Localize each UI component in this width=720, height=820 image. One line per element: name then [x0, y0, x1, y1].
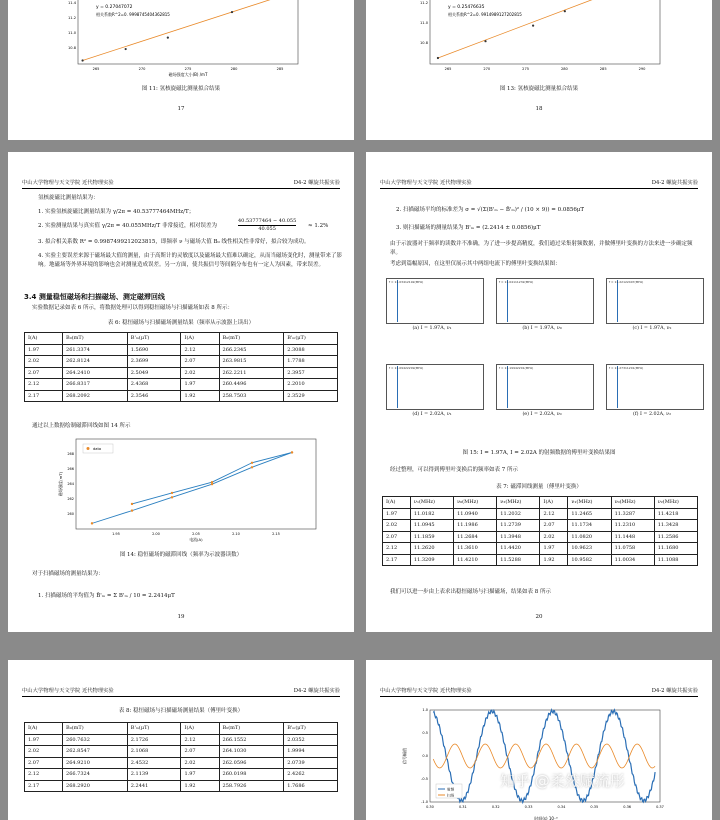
column-header: B₀(mT): [219, 723, 284, 735]
x-axis-label: 磁场强度大小(B) /mT: [168, 72, 208, 77]
page-17: [8, 0, 354, 140]
data-point: [564, 10, 566, 12]
x-tick-label: 265: [444, 67, 452, 71]
legend-line2: 相关系数R^2=0. 9914989127202815: [448, 12, 522, 17]
x-tick-label: 275: [184, 67, 192, 71]
y-tick-label: 11.0: [419, 21, 428, 25]
table-cell: 2.0739: [284, 757, 338, 769]
y-tick-label: -0.5: [421, 777, 428, 781]
x-tick-label: 0.36: [623, 805, 632, 809]
data-point: [131, 503, 133, 505]
table-cell: 2.3529: [284, 390, 338, 402]
legend-sweep: 扫场: [447, 793, 455, 798]
column-header: B'ₘ(μT): [127, 333, 181, 345]
hysteresis-line: [132, 452, 292, 504]
page-number: 19: [177, 614, 185, 620]
table-cell: 10.9582: [568, 554, 611, 566]
table-cell: 264.2410: [63, 367, 128, 379]
x-tick-label: 290: [638, 67, 646, 71]
paragraph-3: 经过整理，可以得到傅里叶变换后的频率如表 7 所示: [390, 467, 518, 473]
table-cell: 266.1552: [219, 734, 284, 746]
x-tick-label: 265: [92, 67, 100, 71]
header-right: D4-2 螺旋共振实验: [293, 180, 340, 186]
column-header: B'ₘ(μT): [284, 723, 338, 735]
table-cell: 1.92: [540, 554, 568, 566]
table-cell: 2.3088: [284, 344, 338, 356]
data-point: [91, 522, 93, 524]
table-cell: 11.1734: [568, 520, 611, 532]
legend-line1: y = 0.25476635: [448, 5, 485, 10]
result-intro: 氢核旋磁比测量结果为：: [38, 195, 99, 201]
data-point: [231, 11, 233, 13]
table-cell: 2.07: [181, 356, 219, 368]
table-cell: 268.2092: [63, 390, 128, 402]
table-cell: 2.3957: [284, 367, 338, 379]
table-row: [383, 520, 698, 532]
table-cell: 11.2739: [497, 520, 540, 532]
table-cell: 2.12: [181, 734, 219, 746]
y-tick-label: 10.8: [67, 46, 76, 50]
x-tick-label: 2.05: [192, 532, 200, 536]
header-right: D4-2 螺旋共振实验: [293, 688, 340, 694]
table-7: [382, 496, 698, 566]
table-row: [383, 543, 698, 555]
table-cell: 266.2345: [219, 344, 284, 356]
spectrum-peak: [617, 366, 618, 408]
spectrum-plot: [380, 276, 484, 332]
table-cell: 1.97: [181, 379, 219, 391]
table-cell: 1.5690: [127, 344, 181, 356]
table-cell: 261.3374: [63, 344, 128, 356]
spectrum-caption: (b) I = 1.97A, ν₀: [522, 326, 562, 331]
x-tick-label: 0.30: [426, 805, 434, 809]
x-tick-label: 0.31: [458, 805, 467, 809]
table-row: [25, 757, 338, 769]
table-cell: 1.7788: [284, 356, 338, 368]
table-cell: 11.1680: [654, 543, 697, 555]
fraction-denominator: 40.055: [258, 226, 276, 232]
column-header: I(A): [25, 333, 63, 345]
table-cell: 264.1030: [219, 746, 284, 758]
result-item-2: 2. 实验测量结果与真实值 γ/2π = 40.055MHz/T 非常接近，相对误差为: [38, 223, 217, 229]
table-cell: 11.2620: [410, 543, 453, 555]
sweep-signal-line: [433, 744, 655, 768]
paragraph-2: 考虑到篇幅原因，在这里仅展示其中两组电流下的傅里叶变换结果图：: [390, 261, 561, 267]
table-row: [25, 379, 338, 391]
x-axis-label: 时间(s) 10⁻³: [534, 816, 558, 820]
table-cell: 11.2032: [497, 508, 540, 520]
column-header: I(A): [540, 497, 568, 509]
spectrum-caption: (d) I = 2.02A, ν₁: [412, 412, 452, 417]
x-tick-label: 2.00: [152, 532, 160, 536]
plot-frame: [496, 364, 594, 410]
spectrum-peak: [507, 280, 508, 322]
table-cell: 1.97: [383, 508, 411, 520]
column-header: I(A): [383, 497, 411, 509]
table-header-row: [383, 497, 698, 509]
x-axis-label: 电流(A): [189, 537, 203, 542]
legend-line1: y = 0.27047072: [96, 5, 133, 10]
table-cell: 2.02: [181, 757, 219, 769]
header-left: 中山大学物理与天文学院 近代物理实验: [380, 688, 472, 694]
x-tick-label: 275: [522, 67, 530, 71]
x-tick-label: 0.34: [557, 805, 566, 809]
table-cell: 1.97: [25, 344, 63, 356]
table-cell: 11.0940: [454, 508, 497, 520]
legend-rf: 射频: [447, 787, 455, 792]
table-cell: 2.5049: [127, 367, 181, 379]
table-cell: 260.7632: [63, 734, 128, 746]
spectrum-peak: [397, 366, 398, 408]
table-cell: 2.12: [25, 769, 63, 781]
column-header: I(A): [181, 723, 219, 735]
column-header: ν₂(MHz): [654, 497, 697, 509]
running-header: [380, 686, 698, 697]
plot-frame: [606, 364, 704, 410]
table-cell: 11.4210: [454, 554, 497, 566]
table-cell: 262.0596: [219, 757, 284, 769]
figure-caption: 图 13: 氢核旋磁比测量拟合结果: [499, 86, 579, 92]
table-cell: 11.3287: [611, 508, 654, 520]
running-header: [22, 178, 340, 189]
result-item-3: 3. 则扫描磁场的测量结果为 B'ₘ = (2.2414 ± 0.0856)μT: [396, 225, 541, 231]
table-cell: 262.2211: [219, 367, 284, 379]
x-tick-label: 285: [599, 67, 607, 71]
table-7-caption: 表 7: 磁滞回线测量（傅里叶变换）: [496, 484, 582, 490]
table-cell: 11.3610: [454, 543, 497, 555]
x-tick-label: 0.32: [491, 805, 500, 809]
table-cell: 2.07: [181, 746, 219, 758]
table-cell: 11.2586: [654, 531, 697, 543]
column-header: B₀(mT): [63, 333, 128, 345]
header-right: D4-2 螺旋共振实验: [651, 180, 698, 186]
table-cell: 2.17: [25, 780, 63, 792]
spectrum-label: f = 11.04111232(MHz): [499, 280, 534, 284]
data-point: [211, 483, 213, 485]
result-item-1: 1. 实验氢核旋磁比测量结果为 γ/2π = 40.53777464MHz/T；: [38, 209, 195, 215]
table-cell: 263.9815: [219, 356, 284, 368]
column-header: I(A): [25, 723, 63, 735]
data-point: [81, 59, 83, 61]
y-tick-label: 262: [67, 497, 74, 501]
table-row: [383, 554, 698, 566]
y-tick-label: 11.0: [67, 31, 76, 35]
data-intro: 实验数据记录如表 6 所示，将数据处理可以得到稳恒磁场与扫描磁场如表 8 所示：: [32, 305, 233, 311]
y-axis-label: 磁场强度(mT): [58, 471, 63, 497]
table-cell: 11.2310: [611, 520, 654, 532]
data-point: [484, 40, 486, 42]
data-point: [171, 492, 173, 494]
relative-error-fraction: [238, 218, 296, 233]
table-cell: 2.12: [383, 543, 411, 555]
fraction-numerator: 40.53777464 − 40.055: [238, 218, 297, 224]
table-cell: 1.92: [181, 390, 219, 402]
table-cell: 11.2684: [454, 531, 497, 543]
x-tick-label: 2.10: [232, 532, 240, 536]
y-tick-label: 266: [67, 467, 74, 471]
y-tick-label: 10.8: [419, 41, 428, 45]
y-tick-label: 0.0: [422, 754, 428, 758]
table-cell: 2.2010: [284, 379, 338, 391]
table-cell: 2.12: [25, 379, 63, 391]
watermark: 知乎 @柔然赋流彤: [500, 772, 625, 790]
x-tick-label: 1.95: [112, 532, 120, 536]
column-header: B₀(mT): [63, 723, 128, 735]
page-number: 20: [535, 614, 543, 620]
table-row: [25, 390, 338, 402]
spectrum-peak: [397, 280, 398, 322]
column-header: ν₁(MHz): [568, 497, 611, 509]
table-cell: 1.9994: [284, 746, 338, 758]
table-cell: 11.3209: [410, 554, 453, 566]
page-19: [8, 152, 354, 632]
plot-frame: [386, 278, 484, 324]
table-row: [25, 746, 338, 758]
legend-marker: [87, 447, 90, 450]
column-header: ν₁(MHz): [410, 497, 453, 509]
spectrum-label: f = 11.03412192(MHz): [389, 280, 424, 284]
data-point: [125, 48, 127, 50]
running-header: [22, 686, 340, 697]
table-row: [383, 508, 698, 520]
header-left: 中山大学物理与天文学院 近代物理实验: [380, 180, 472, 186]
table-cell: 2.02: [540, 531, 568, 543]
table-cell: 2.2441: [127, 780, 181, 792]
closing-text: 我们可以进一步由上表求出稳恒磁场与扫描磁场，结果如表 8 所示: [390, 589, 551, 595]
result-item-4: 4. 实验主要误差来源于磁场最大值的测量，由于高斯计的灵敏度以及磁场最大值难以确定，从而当磁场变化时，测量带来了影响。地磁场等外界环境的影响也会对测量造成误差。另一方面，使共振信号等间隔分布也有一定人为因素，带来误差。: [38, 253, 342, 268]
table-cell: 266.8317: [63, 379, 128, 391]
scan-intro: 对于扫描磁场的测量结果为：: [32, 571, 104, 577]
x-tick-label: 2.15: [272, 532, 280, 536]
table-cell: 2.1139: [127, 769, 181, 781]
table-cell: 1.92: [181, 780, 219, 792]
table-cell: 266.7324: [63, 769, 128, 781]
table-cell: 11.0182: [410, 508, 453, 520]
table-cell: 11.4420: [497, 543, 540, 555]
figure-14-caption: 图 14: 稳恒磁场的磁滞回线（频率为示波器读数）: [119, 552, 243, 558]
table-cell: 262.8547: [63, 746, 128, 758]
table-row: [383, 531, 698, 543]
table-cell: 2.4532: [127, 757, 181, 769]
y-tick-label: 11.2: [419, 1, 428, 5]
figure-caption: 图 11: 氢核旋磁比测量拟合结果: [141, 86, 221, 92]
x-tick-label: 270: [483, 67, 491, 71]
x-tick-label: 280: [230, 67, 238, 71]
column-header: I(A): [181, 333, 219, 345]
plot-frame: [496, 278, 594, 324]
column-header: B₀(mT): [219, 333, 284, 345]
table-row: [25, 367, 338, 379]
fraction-result: ≈ 1.2%: [308, 223, 329, 229]
data-point: [171, 496, 173, 498]
table-cell: 1.97: [540, 543, 568, 555]
hysteresis-chart: [8, 435, 354, 545]
spectrum-caption: (a) I = 1.97A, ν₁: [412, 326, 452, 331]
table-8-caption: 表 8: 稳恒磁场与扫描磁场测量结果（傅里叶变换）: [118, 708, 244, 714]
table-cell: 2.02: [25, 356, 63, 368]
table-cell: 11.3428: [654, 520, 697, 532]
table-cell: 11.1448: [611, 531, 654, 543]
table-cell: 2.02: [181, 367, 219, 379]
column-header: B'ₘ(μT): [284, 333, 338, 345]
table-cell: 258.7503: [219, 390, 284, 402]
column-header: ν₀(MHz): [454, 497, 497, 509]
table-row: [25, 356, 338, 368]
table-cell: 11.0820: [568, 531, 611, 543]
table-cell: 1.7686: [284, 780, 338, 792]
column-header: B'ₘ(μT): [127, 723, 181, 735]
table-cell: 11.5288: [497, 554, 540, 566]
spectrum-caption: (f) I = 2.02A, ν₂: [632, 412, 672, 417]
table-cell: 11.0034: [611, 554, 654, 566]
header-right: D4-2 螺旋共振实验: [651, 688, 698, 694]
plot-frame: [606, 278, 704, 324]
spectrum-label: f = 11.09422209(MHz): [389, 366, 424, 370]
x-tick-label: 0.35: [590, 805, 599, 809]
table-cell: 2.02: [383, 520, 411, 532]
x-tick-label: 280: [560, 67, 568, 71]
table-row: [25, 344, 338, 356]
running-header: [380, 178, 698, 189]
spectrum-label: f = 11.22122407(MHz): [609, 280, 644, 284]
table-cell: 268.2920: [63, 780, 128, 792]
y-tick-label: 1.0: [422, 708, 428, 712]
table-row: [25, 769, 338, 781]
spectrum-caption: (e) I = 2.02A, ν₀: [522, 412, 562, 417]
fit-chart-17: [8, 0, 354, 80]
x-tick-label: 0.37: [656, 805, 664, 809]
y-tick-label: 268: [67, 452, 74, 456]
table-cell: 11.0758: [611, 543, 654, 555]
table-6-caption: 表 6: 稳恒磁场与扫描磁场测量结果（频率从示波器上读出）: [107, 320, 255, 326]
table-cell: 2.17: [383, 554, 411, 566]
table-cell: 11.1859: [410, 531, 453, 543]
table-row: [25, 780, 338, 792]
table-header-row: [25, 723, 338, 735]
table-cell: 2.4368: [127, 379, 181, 391]
table-cell: 2.3546: [127, 390, 181, 402]
figure-15-caption: 图 15: I = 1.97A, I = 2.02A 的射频数据的傅里叶变换结果图: [462, 450, 616, 456]
page-18: [366, 0, 712, 140]
chart-19-marks: [91, 451, 293, 524]
table-cell: 260.0198: [219, 769, 284, 781]
spectrum-plot: [600, 276, 704, 332]
table-cell: 11.4218: [654, 508, 697, 520]
table-cell: 2.12: [181, 344, 219, 356]
spectrum-peak: [617, 280, 618, 322]
table-cell: 11.3948: [497, 531, 540, 543]
table-cell: 11.1088: [654, 554, 697, 566]
page-22: [366, 660, 712, 820]
y-tick-label: 0.5: [422, 731, 428, 735]
page-number: 18: [535, 106, 543, 112]
y-tick-label: 11.4: [67, 1, 76, 5]
table-cell: 2.07: [25, 757, 63, 769]
spectrum-label: f = 11.19942201(MHz): [499, 366, 534, 370]
spectrum-plot: [490, 276, 594, 332]
column-header: ν₂(MHz): [497, 497, 540, 509]
table-cell: 2.1068: [127, 746, 181, 758]
y-axis-label: 信号幅值: [402, 748, 407, 764]
result-item-3: 3. 拟合相关系数 R² = 0.9987499212023815，即频率 ν 与磁场大值 B₀ 线性相关性非常好，拟合较为成功。: [38, 239, 310, 245]
table-cell: 1.97: [181, 769, 219, 781]
x-tick-label: 0.33: [524, 805, 533, 809]
y-tick-label: -1.0: [421, 800, 428, 804]
table-cell: 2.3699: [127, 356, 181, 368]
spectrum-peak: [507, 366, 508, 408]
page-20: [366, 152, 712, 632]
spectrum-plot: [380, 362, 484, 418]
spectrum-plot: [600, 362, 704, 418]
table-cell: 1.97: [25, 734, 63, 746]
after-table-text: 通过以上数据绘制磁滞回线如图 14 所示: [32, 423, 131, 429]
table-cell: 264.9210: [63, 757, 128, 769]
column-header: ν₀(MHz): [611, 497, 654, 509]
header-left: 中山大学物理与天文学院 近代物理实验: [22, 688, 114, 694]
table-cell: 2.17: [25, 390, 63, 402]
table-cell: 258.7926: [219, 780, 284, 792]
table-cell: 2.4262: [284, 769, 338, 781]
data-point: [532, 25, 534, 27]
table-cell: 2.1726: [127, 734, 181, 746]
y-tick-label: 260: [67, 512, 74, 516]
data-point: [437, 57, 439, 59]
data-point: [251, 462, 253, 464]
table-cell: 2.0352: [284, 734, 338, 746]
page-21: [8, 660, 354, 820]
table-cell: 11.2465: [568, 508, 611, 520]
spectrum-plot: [490, 362, 594, 418]
table-cell: 11.1986: [454, 520, 497, 532]
table-8: [24, 722, 338, 792]
header-left: 中山大学物理与天文学院 近代物理实验: [22, 180, 114, 186]
data-point: [251, 466, 253, 468]
result-item-2: 2. 扫描磁场平均的标准差为 σ = √(Σ(B'ₘ − B̄'ₘ)² / (10 × 9)) = 0.0856μT: [396, 207, 585, 213]
data-point: [167, 37, 169, 39]
table-cell: 10.9623: [568, 543, 611, 555]
paragraph-1: 由于示波器对于频率的读数并不准确，为了进一步提高精度，我们通过采集射频数据，并做傅里叶变换的方法来进一步确定频率。: [390, 241, 693, 256]
spectrum-label: f = 11.27311201(MHz): [609, 366, 644, 370]
spectrum-caption: (c) I = 1.97A, ν₂: [632, 326, 672, 331]
fit-chart-18: [366, 0, 712, 80]
data-point: [291, 451, 293, 453]
page-number: 17: [177, 106, 185, 112]
data-point: [131, 509, 133, 511]
table-cell: 2.07: [25, 367, 63, 379]
table-cell: 260.4496: [219, 379, 284, 391]
rf-sweep-chart: [366, 706, 712, 820]
table-row: [25, 734, 338, 746]
scan-item-1: 1. 扫描磁场的平均值为 B̄'ₘ = Σ B'ₘ / 10 = 2.2414μT: [38, 593, 175, 599]
table-cell: 2.12: [540, 508, 568, 520]
legend-line2: 相关系数R^2=0. 9998745404362815: [96, 12, 170, 17]
x-tick-label: 285: [276, 67, 284, 71]
x-tick-label: 270: [138, 67, 146, 71]
table-cell: 2.07: [540, 520, 568, 532]
section-heading: 3.4 测量稳恒磁场和扫描磁场、测定磁滞回线: [24, 293, 165, 301]
table-cell: 2.07: [383, 531, 411, 543]
y-tick-label: 11.2: [67, 16, 76, 20]
table-header-row: [25, 333, 338, 345]
table-6: [24, 332, 338, 402]
table-cell: 11.0945: [410, 520, 453, 532]
table-cell: 262.8124: [63, 356, 128, 368]
legend-label: data: [93, 447, 102, 451]
y-tick-label: 264: [67, 482, 74, 486]
table-cell: 2.02: [25, 746, 63, 758]
plot-frame: [386, 364, 484, 410]
